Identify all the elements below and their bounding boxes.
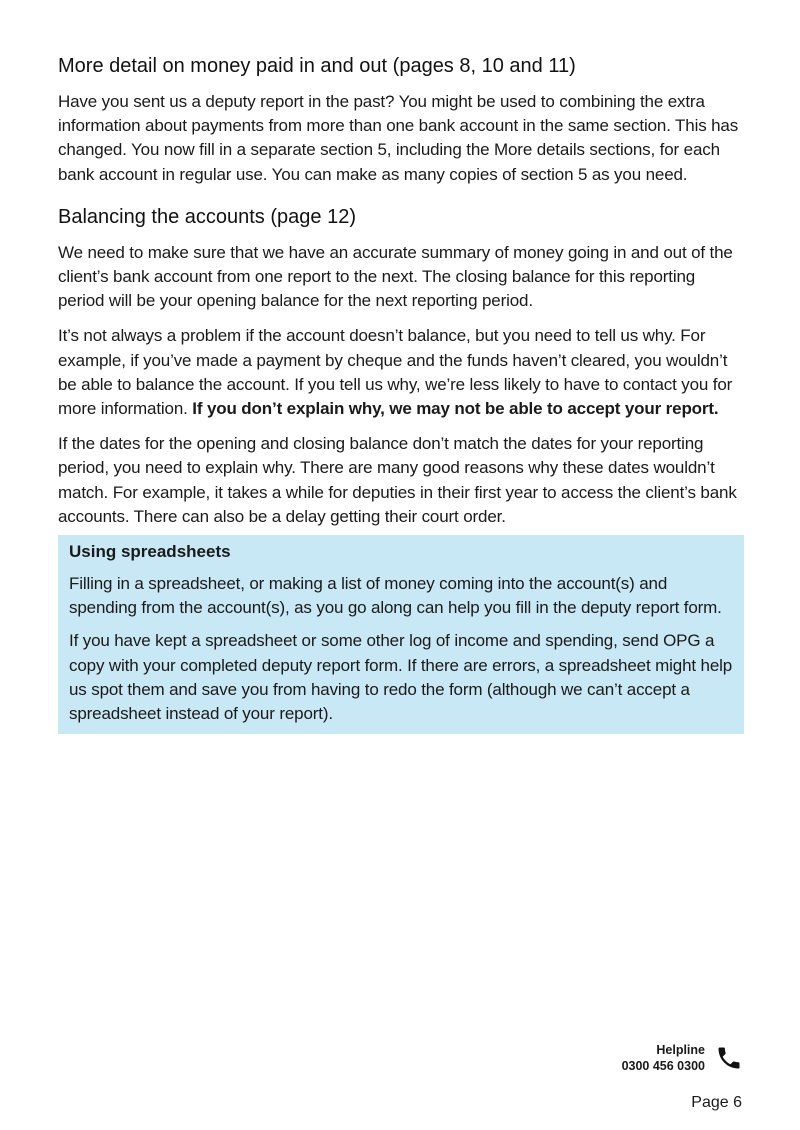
- page-content: [58, 52, 744, 734]
- helpline-text: [622, 1042, 705, 1074]
- section-heading-more-detail: More detail on money paid in and out (pages 8, 10 and 11): [58, 55, 576, 77]
- more-detail-paragraph: Have you sent us a deputy report in the past? You might be used to combining the extra information about payments from more than one bank account in the same section. This has changed. You now fill in a separate section 5, including the More details sections, for each bank account in regular use. You can make as many copies of section 5 as you need.: [58, 92, 739, 184]
- section-balancing: [58, 203, 744, 529]
- balancing-paragraph-2: [58, 324, 744, 421]
- section-more-detail: [58, 52, 744, 187]
- callout-paragraph-2: If you have kept a spreadsheet or some other log of income and spending, send OPG a copy with your completed deputy report form. If there are errors, a spreadsheet might help us spot them and save you from having to redo the form (although we can’t accept a spreadsheet instead of your report).: [69, 631, 733, 724]
- callout-paragraph-1: Filling in a spreadsheet, or making a list of money coming into the account(s) and spending from the account(s), as you go along can help you fill in the deputy report form.: [69, 574, 722, 618]
- helpline-number[interactable]: 0300 456 0300: [621, 1059, 705, 1073]
- callout-title: Using spreadsheets: [69, 542, 231, 562]
- phone-icon: [715, 1044, 743, 1072]
- spreadsheets-callout: [58, 535, 744, 734]
- page-number: Page 6: [691, 1094, 742, 1111]
- balancing-paragraph-2-text: It’s not always a problem if the account doesn’t balance, but you need to tell us why. For example, if you’ve made a payment by cheque and the funds haven’t cleared, you wouldn’t be able to balance the account. If you tell us why, we’re less likely to have to contact you for more information.: [58, 326, 733, 419]
- helpline-label: Helpline: [656, 1043, 705, 1057]
- balancing-paragraph-2-bold: If you don’t explain why, we may not be able to accept your report.: [192, 399, 719, 419]
- helpline-block: [622, 1042, 743, 1074]
- section-heading-balancing: Balancing the accounts (page 12): [58, 205, 356, 228]
- balancing-paragraph-3: If the dates for the opening and closing balance don’t match the dates for your reporting period, you need to explain why. There are many good reasons why these dates wouldn’t match. For example, it takes a while for deputies in their first year to access the client’s bank accounts. There can also be a delay getting their court order.: [58, 434, 737, 526]
- balancing-paragraph-1: We need to make sure that we have an accurate summary of money going in and out of the client’s bank account from one report to the next. The closing balance for this reporting period will be your opening balance for the next reporting period.: [58, 242, 733, 311]
